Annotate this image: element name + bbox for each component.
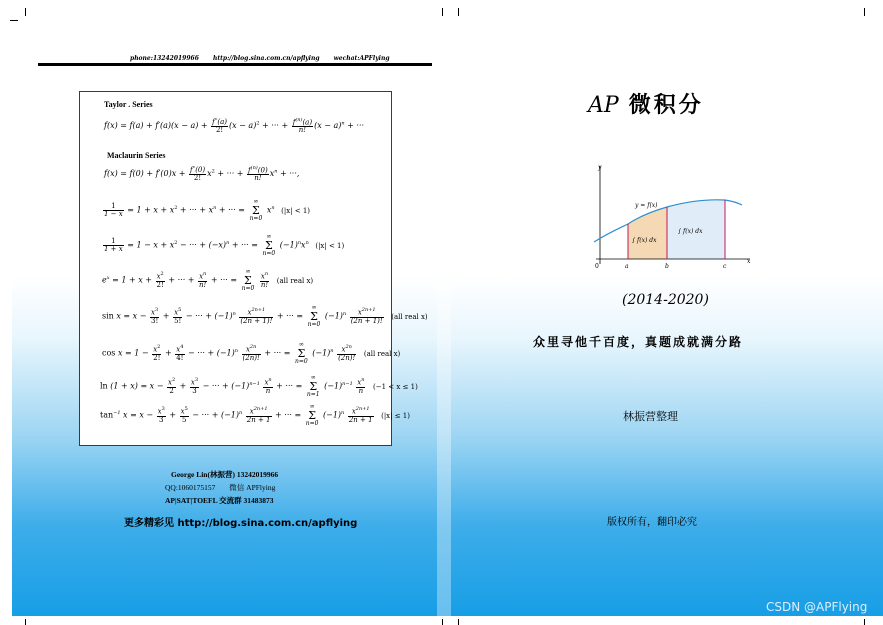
phone-text: phone:13242019966 [130, 55, 199, 62]
exponential-series-formula: $e^x = 1 + x$ + $\frac{x^2}{2!}$ + ··· + $\frac{x^n}{n!}$ + ··· = ∞ Σ n=0 $\frac{x^n}{n!}$ (all real x) [102, 268, 314, 292]
sine-series-formula: sin x = x − $\frac{x^3}{3!}$ + $\frac{x^5}{5!}$ − ··· + $(-1)^n$ $\frac{x^{2n+1}}{(2n + 1)!}$ + ··· = ∞ Σ n=0 $(-1)^n$ $\frac{x^{2n+1}}{(2n + 1)!}$ (all real x) [102, 304, 428, 328]
blog-url-text: http://blog.sina.com.cn/apflying [212, 55, 320, 62]
author-wechat: 微信 APFlying [229, 483, 276, 492]
author-info [165, 468, 345, 507]
header-rule [38, 63, 432, 66]
integral-b-c-label: ∫ f(x) dx [678, 228, 703, 235]
series-formula-box [79, 91, 428, 446]
crop-mark [458, 619, 459, 625]
cover-slogan: 众里寻他千百度，真题成就满分路 [533, 335, 744, 349]
maclaurin-heading: Maclaurin Series [107, 151, 166, 160]
geometric-series-formula: $\frac{1}{1 - x}$ = $1 + x + x^2$ + ··· + $x^n$ + ··· = ∞ Σ n=0 $x^n$ (|x| < 1) [104, 198, 311, 222]
csdn-watermark: CSDN @APFlying [766, 600, 868, 614]
tick-a-label: a [625, 263, 629, 270]
alternating-geometric-note: (|x| < 1) [315, 241, 345, 250]
cover-years: (2014-2020) [622, 292, 709, 308]
arctan-series-formula: $\tan^{-1} x = x$ − $\frac{x^3}{3}$ + $\frac{x^5}{5}$ − ··· + $(-1)^n$ $\frac{x^{2n+1}}{2n + 1}$ + ··· = ∞ Σ n=0 $(-1)^n$ $\frac{x^{2n+1}}{2n + 1}$ (|x| ≤ 1) [100, 403, 410, 427]
tick-c-label: c [723, 263, 727, 270]
ln-series-note: (−1 < x ≤ 1) [373, 382, 418, 391]
ln-series-formula: ln (1 + x) = x − $\frac{x^2}{2}$ + $\frac{x^3}{3}$ − ··· + $(-1)^{n-1}$ $\frac{x^n}{n}$ + ··· = ∞ Σ n=1 $(-1)^{n-1}$ $\frac{x^n}{n}$ (−1 < x ≤ 1) [100, 374, 418, 398]
crop-mark [864, 8, 865, 16]
author-group: AP|SAT|TOEFL 交流群 31483873 [165, 496, 274, 505]
blog-link[interactable]: 更多精彩见 http://blog.sina.com.cn/apflying [124, 518, 358, 529]
crop-mark [442, 619, 443, 625]
cover-title-ap: AP [588, 93, 619, 118]
cosine-series-note: (all real x) [363, 349, 401, 358]
arctan-series-note: (|x| ≤ 1) [381, 411, 410, 420]
alternating-geometric-formula: $\frac{1}{1 + x}$ = $1 - x + x^2$ − ··· + $(-x)^n$ + ··· = ∞ Σ n=0 $(-1)^nx^n$ (|x| < 1) [104, 233, 345, 257]
crop-mark [864, 619, 865, 625]
crop-mark [442, 8, 443, 16]
crop-mark [25, 8, 26, 16]
region-a-b [628, 207, 667, 259]
cover-title-calculus: 微积分 [628, 93, 704, 118]
cover-copyright: 版权所有，翻印必究 [607, 517, 697, 528]
cover-compiler: 林振营整理 [623, 410, 678, 423]
taylor-heading: Taylor . Series [104, 100, 153, 109]
axis-x-label: x [747, 258, 751, 265]
integral-diagram [590, 160, 755, 270]
crop-mark [458, 8, 459, 16]
taylor-series-formula: f(x) = f(a) + f′(a)(x − a) + $\frac{f''(a)}{2!}$ $(x - a)^2$ + ··· + $\frac{f^{(n)}(a)}{n!}$ $(x - a)^n$ + ··· [104, 117, 365, 135]
origin-label: 0 [595, 263, 599, 270]
cover-title [588, 88, 704, 119]
exponential-series-note: (all real x) [276, 276, 314, 285]
integral-a-b-label: ∫ f(x) dx [632, 237, 657, 244]
sine-series-note: (all real x) [391, 312, 428, 321]
curve-label: y = f(x) [635, 202, 658, 209]
tick-b-label: b [665, 263, 669, 270]
axis-y-label: y [598, 164, 602, 171]
cosine-series-formula: cos x = 1 − $\frac{x^2}{2!}$ + $\frac{x^4}{4!}$ − ··· + $(-1)^n$ $\frac{x^{2n}}{(2n)!}$ + ··· = ∞ Σ n=0 $(-1)^n$ $\frac{x^{2n}}{(2n)!}$ (all real x) [102, 341, 401, 365]
crop-mark [25, 619, 26, 625]
geometric-series-note: (|x| < 1) [281, 206, 311, 215]
page-fold [437, 10, 451, 616]
author-qq: QQ:1060175157 [165, 483, 216, 492]
wechat-text: wechat:APFlying [333, 55, 390, 62]
author-name: George Lin(林振营) 13242019966 [171, 470, 279, 479]
author-contacts [165, 481, 345, 494]
crop-mark [10, 20, 18, 21]
maclaurin-series-formula: f(x) = f(0) + f′(0)x + $\frac{f''(0)}{2!}$ $x^2$ + ··· + $\frac{f^{(n)}(0)}{n!}$ $x^n$ + ···, [104, 165, 300, 183]
contact-strip [130, 55, 390, 62]
